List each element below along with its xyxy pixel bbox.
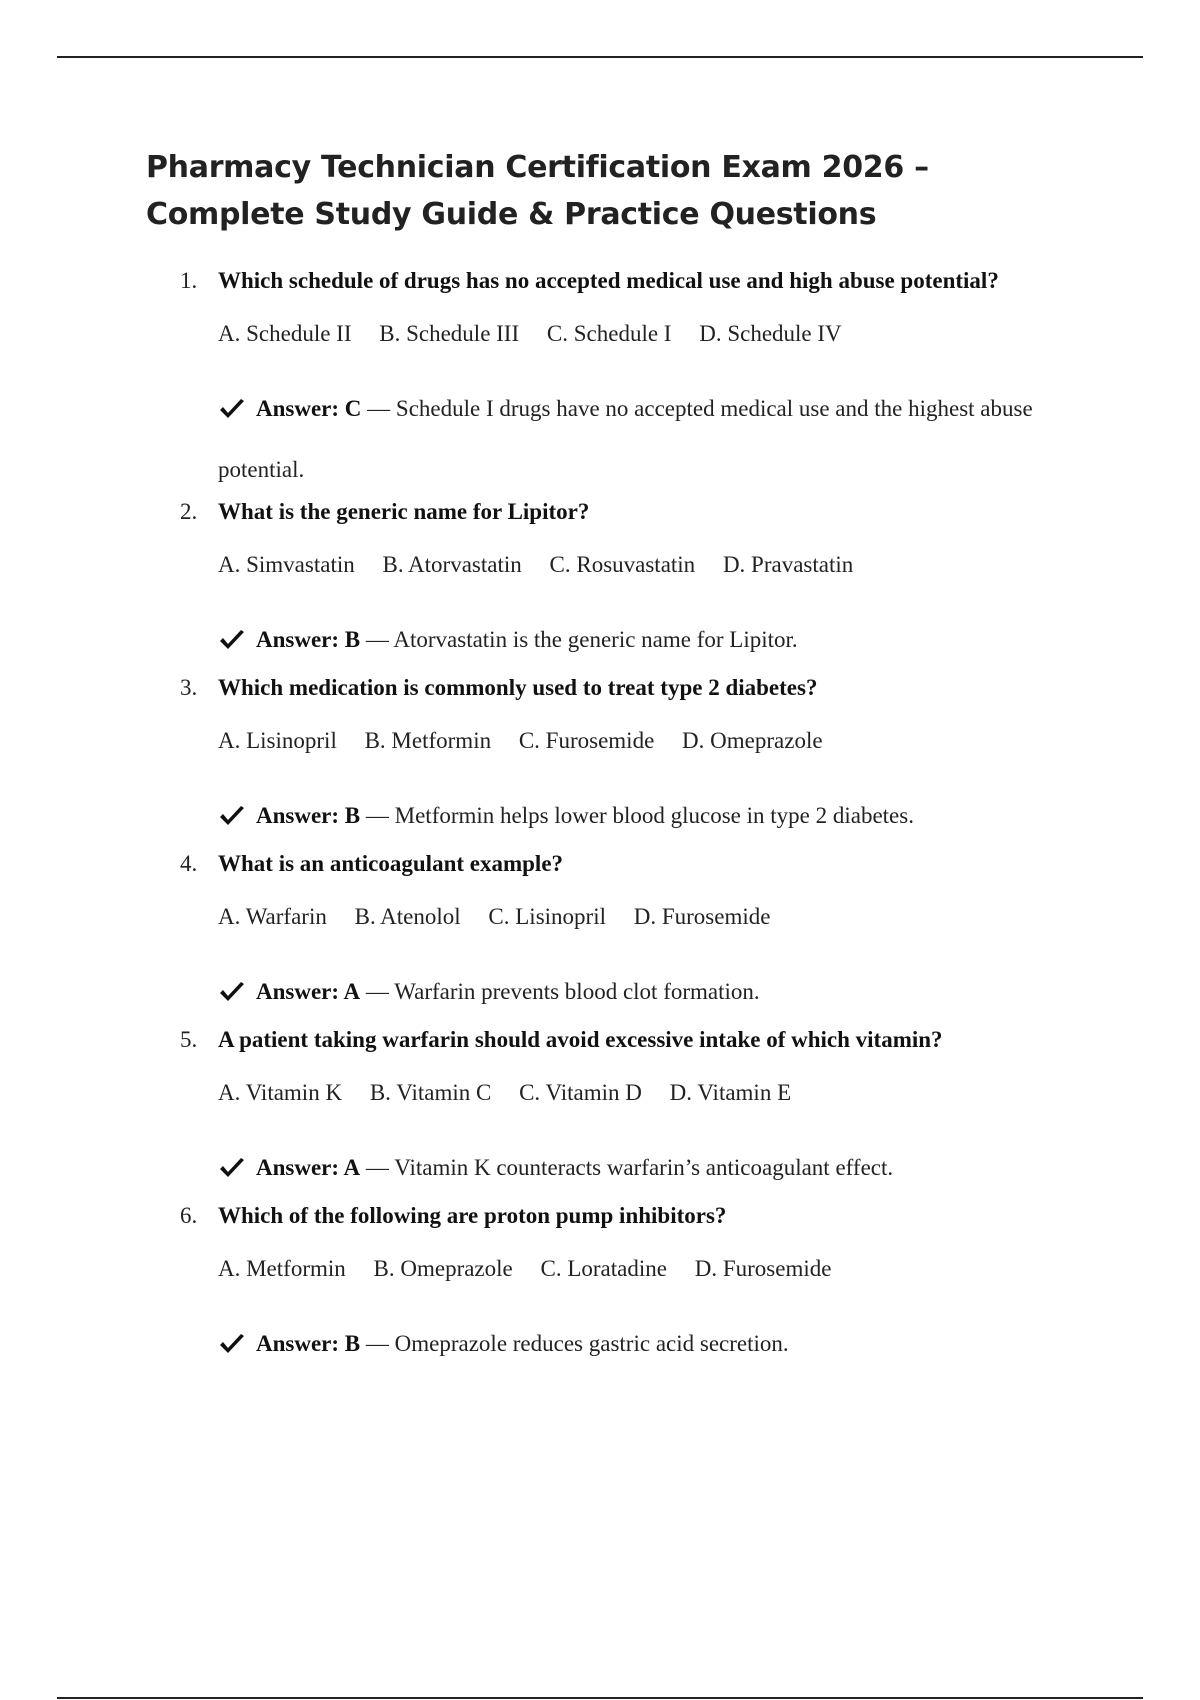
top-rule: [57, 56, 1143, 58]
question-text: A patient taking warfarin should avoid excessive intake of which vitamin?: [218, 1027, 943, 1052]
option-d: D. Schedule IV: [699, 321, 842, 346]
checkmark-icon: [218, 1157, 246, 1179]
option-a: A. Lisinopril: [218, 728, 337, 753]
answer-options: [218, 1078, 813, 1108]
question-text: Which of the following are proton pump inhibitors?: [218, 1203, 727, 1228]
option-d: D. Furosemide: [633, 904, 771, 929]
question-number: 1.: [180, 268, 198, 293]
option-d: D. Furosemide: [694, 1256, 832, 1281]
checkmark-icon: [218, 805, 246, 827]
option-c: C. Schedule I: [546, 321, 672, 346]
option-d: D. Pravastatin: [722, 552, 854, 577]
question-number: 2.: [180, 499, 198, 524]
answer-line: [218, 609, 1078, 670]
bottom-rule: [57, 1697, 1143, 1699]
answer-line: [218, 785, 1078, 846]
answer-options: [218, 902, 792, 932]
option-b: B. Schedule III: [379, 321, 520, 346]
question-number: 4.: [180, 851, 198, 876]
answer-label: Answer: B: [256, 627, 361, 652]
option-b: B. Metformin: [364, 728, 492, 753]
option-d: D. Vitamin E: [669, 1080, 792, 1105]
option-c: C. Furosemide: [518, 728, 655, 753]
answer-explanation: — Schedule I drugs have no accepted medical use and the highest abuse potential.: [218, 396, 1033, 482]
answer-line: [218, 1313, 1078, 1374]
question-text: What is the generic name for Lipitor?: [218, 499, 590, 524]
option-b: B. Atenolol: [354, 904, 461, 929]
answer-line: [218, 961, 1078, 1022]
option-d: D. Omeprazole: [682, 728, 823, 753]
question-number: 5.: [180, 1027, 198, 1052]
question-text: Which medication is commonly used to treat type 2 diabetes?: [218, 675, 818, 700]
answer-label: Answer: B: [256, 803, 361, 828]
answer-explanation: — Vitamin K counteracts warfarin’s anticoagulant effect.: [365, 1155, 894, 1180]
answer-label: Answer: B: [256, 1331, 361, 1356]
answer-explanation: — Metformin helps lower blood glucose in type 2 diabetes.: [365, 803, 914, 828]
answer-label: Answer: A: [256, 1155, 361, 1180]
answer-explanation: — Warfarin prevents blood clot formation.: [365, 979, 760, 1004]
answer-options: [218, 726, 845, 756]
answer-line: [218, 378, 1078, 500]
option-c: C. Rosuvastatin: [549, 552, 696, 577]
answer-label: Answer: C: [256, 396, 362, 421]
question-text: Which schedule of drugs has no accepted medical use and high abuse potential?: [218, 268, 999, 293]
checkmark-icon: [218, 981, 246, 1003]
answer-explanation: — Omeprazole reduces gastric acid secretion.: [365, 1331, 789, 1356]
option-a: A. Schedule II: [218, 321, 352, 346]
answer-options: [218, 550, 875, 580]
checkmark-icon: [218, 398, 246, 420]
option-a: A. Simvastatin: [218, 552, 355, 577]
question-text: What is an anticoagulant example?: [218, 851, 564, 876]
option-a: A. Warfarin: [218, 904, 327, 929]
option-a: A. Metformin: [218, 1256, 346, 1281]
answer-options: [218, 319, 864, 349]
answer-label: Answer: A: [256, 979, 361, 1004]
option-a: A. Vitamin K: [218, 1080, 343, 1105]
answer-explanation: — Atorvastatin is the generic name for Lipitor.: [365, 627, 798, 652]
checkmark-icon: [218, 629, 246, 651]
checkmark-icon: [218, 1333, 246, 1355]
option-c: C. Vitamin D: [519, 1080, 642, 1105]
page-title: Pharmacy Technician Certification Exam 2026 – Complete Study Guide & Practice Questions: [146, 150, 929, 232]
answer-line: [218, 1137, 1078, 1198]
answer-options: [218, 1254, 853, 1284]
option-c: C. Lisinopril: [488, 904, 606, 929]
option-c: C. Loratadine: [540, 1256, 667, 1281]
option-b: B. Omeprazole: [373, 1256, 513, 1281]
option-b: B. Atorvastatin: [382, 552, 522, 577]
question-number: 3.: [180, 675, 198, 700]
option-b: B. Vitamin C: [369, 1080, 492, 1105]
question-number: 6.: [180, 1203, 198, 1228]
